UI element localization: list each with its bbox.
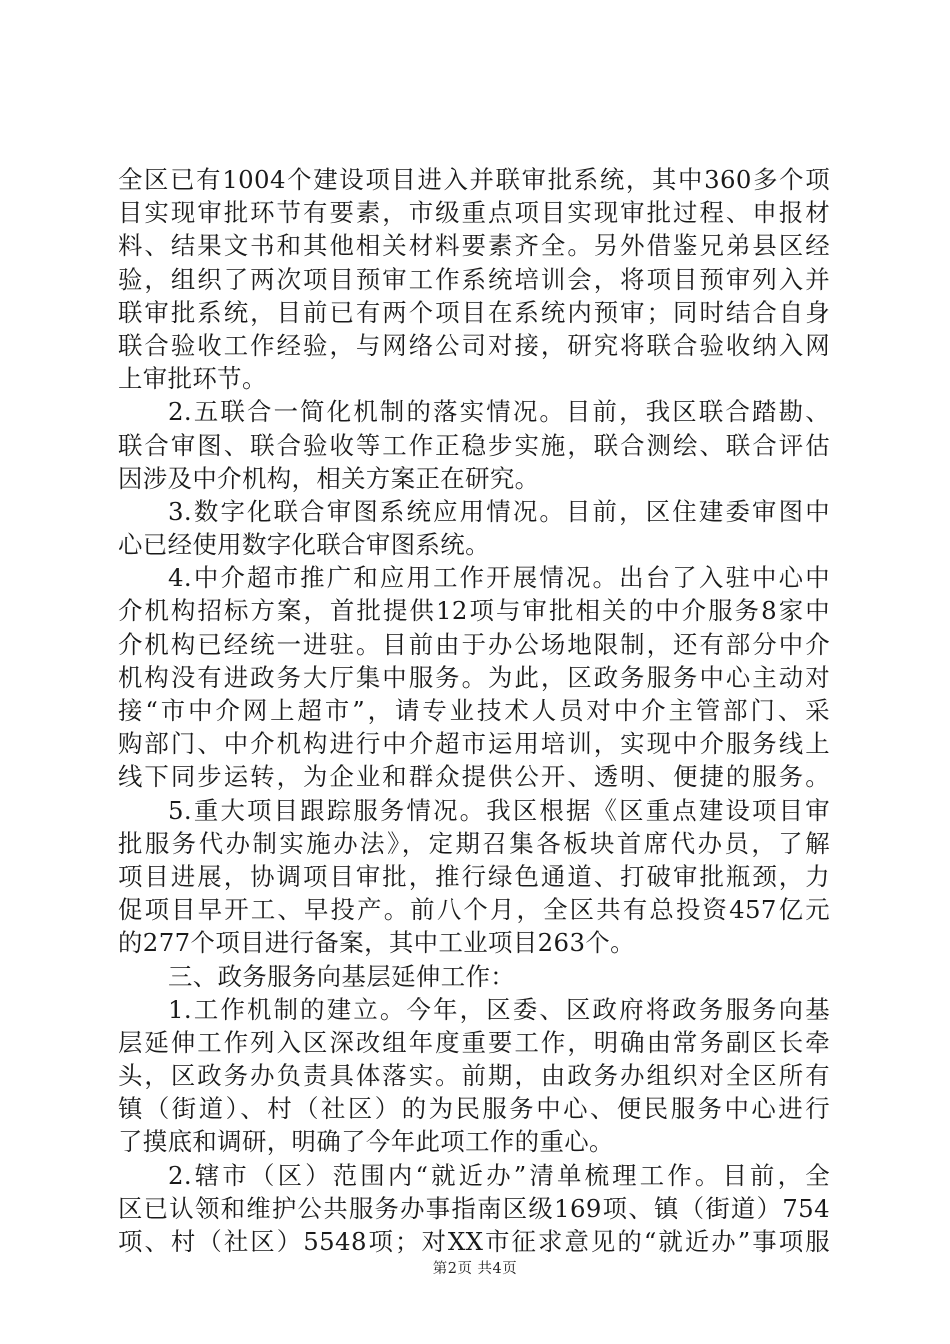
text-line: 介机构招标方案，首批提供12项与审批相关的中介服务8家中 [118,596,830,626]
text-line: 了摸底和调研，明确了今年此项工作的重心。 [118,1127,614,1157]
page-footer: 第2页 共4页 [432,1261,518,1277]
text-line: 购部门、中介机构进行中介超市运用培训，实现中介服务线上 [118,729,830,759]
text-line: 项目进展，协调项目审批，推行绿色通道、打破审批瓶颈，力 [118,861,830,891]
text-line: 5.重大项目跟踪服务情况。我区根据《区重点建设项目审 [168,795,830,825]
text-line: 介机构已经统一进驻。目前由于办公场地限制，还有部分中介 [118,629,830,659]
text-line: 机构没有进政务大厅集中服务。为此，区政务服务中心主动对 [118,662,830,692]
text-line: 联合验收工作经验，与网络公司对接，研究将联合验收纳入网 [118,330,830,360]
text-line: 联合审图、联合验收等工作正稳步实施，联合测绘、联合评估 [118,430,830,460]
text-line: 料、结果文书和其他相关材料要素齐全。另外借鉴兄弟县区经 [118,231,830,261]
text-line: 2.五联合一简化机制的落实情况。目前，我区联合踏勘、 [168,397,830,427]
text-line: 头，区政务办负责具体落实。前期，由政务办组织对全区所有 [118,1061,830,1091]
text-line: 联审批系统，目前已有两个项目在系统内预审；同时结合自身 [118,297,830,327]
text-line: 线下同步运转，为企业和群众提供公开、透明、便捷的服务。 [118,762,830,792]
text-line: 上审批环节。 [118,364,267,394]
text-line: 的277个项目进行备案，其中工业项目263个。 [118,928,635,958]
text-line: 三、政务服务向基层延伸工作： [168,961,516,991]
text-line: 心已经使用数字化联合审图系统。 [118,530,490,560]
body-text [118,163,830,1258]
text-line: 1.工作机制的建立。今年，区委、区政府将政务服务向基 [168,994,830,1024]
text-line: 2.辖市（区）范围内“就近办”清单梳理工作。目前，全 [168,1160,830,1190]
text-line: 目实现审批环节有要素，市级重点项目实现审批过程、申报材 [118,198,830,228]
text-line: 项、村（社区）5548项；对XX市征求意见的“就近办”事项服 [118,1227,830,1256]
text-line: 4.中介超市推广和应用工作开展情况。出台了入驻中心中 [168,563,830,593]
text-line: 因涉及中介机构，相关方案正在研究。 [118,463,540,493]
text-line: 批服务代办制实施办法》，定期召集各板块首席代办员，了解 [118,828,830,858]
text-line: 3.数字化联合审图系统应用情况。目前，区住建委审图中 [168,496,830,526]
text-line: 镇（街道）、村（社区）的为民服务中心、便民服务中心进行 [118,1094,830,1124]
text-line: 接“市中介网上超市”，请专业技术人员对中介主管部门、采 [118,696,830,725]
text-line: 验，组织了两次项目预审工作系统培训会，将项目预审列入并 [118,264,830,294]
text-line: 促项目早开工、早投产。前八个月，全区共有总投资457亿元 [118,895,830,925]
text-line: 区已认领和维护公共服务办事指南区级169项、镇（街道）754 [118,1193,830,1223]
text-line: 全区已有1004个建设项目进入并联审批系统，其中360多个项 [118,165,830,194]
text-line: 层延伸工作列入区深改组年度重要工作，明确由常务副区长牵 [118,1027,830,1057]
